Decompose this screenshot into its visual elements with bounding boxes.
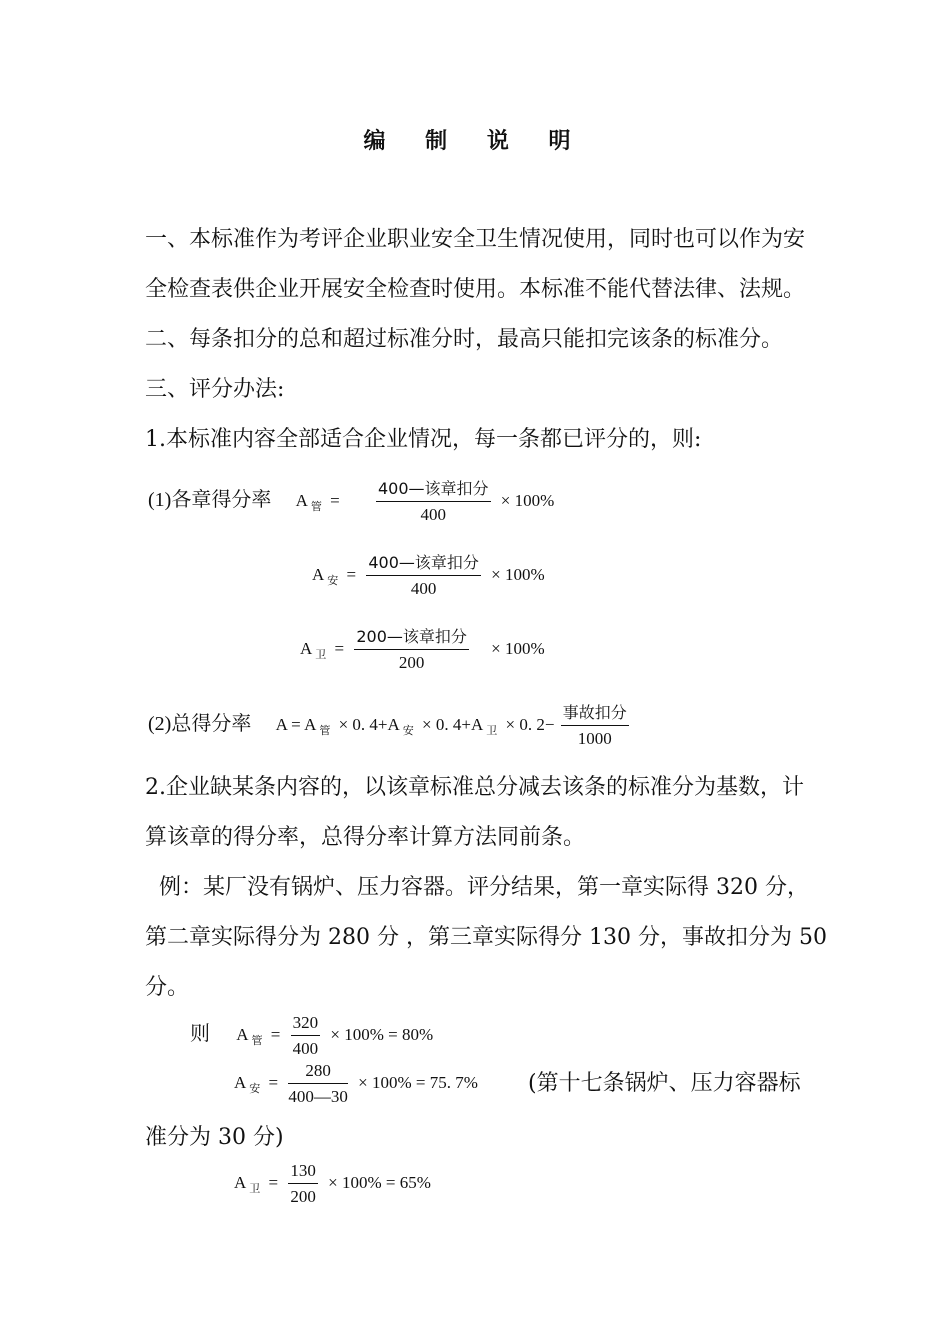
times-100: × 100%	[500, 490, 555, 510]
example-line-3: 分。	[145, 975, 190, 1000]
result-e3: × 100% = 65%	[328, 1172, 431, 1192]
formula-a-an: A $_安$ = $\frac{\text{400—该章扣分}}{400}$ × 100%	[312, 553, 545, 598]
total-rate-label: (2)总得分率	[148, 712, 252, 735]
fraction-guan-denominator: 400	[420, 505, 446, 524]
fraction-an-denominator: 400	[410, 579, 437, 598]
result-e1: × 100% = 80%	[330, 1024, 434, 1044]
page-title: 编 制 说 明	[363, 128, 587, 154]
fraction-e1-numerator: 320	[291, 1012, 321, 1036]
fraction-e2-numerator: 280	[288, 1060, 348, 1084]
fraction-accident	[561, 702, 629, 750]
example-note-cont: 准分为 30 分)	[145, 1125, 284, 1150]
subscript-an: 安	[249, 1082, 261, 1095]
fraction-guan	[376, 478, 491, 526]
fraction-e3	[288, 1160, 318, 1208]
example-a-guan: 则 A $_管$ = $\frac{320}{400}$ × 100% = 80%	[190, 1013, 434, 1058]
example-a-wei: A $_卫$ = $\frac{130}{200}$ × 100% = 65%	[234, 1161, 431, 1206]
subscript-wei: 卫	[315, 648, 327, 661]
chapter-rate-label: (1)各章得分率	[148, 488, 272, 511]
item-2-line-2: 算该章的得分率，总得分率计算方法同前条。	[145, 825, 586, 850]
fraction-e1	[291, 1012, 321, 1060]
item-three-1: 1.本标准内容全部适合企业情况，每一条都已评分的，则:	[145, 427, 702, 452]
example-line-1: 例：某厂没有锅炉、压力容器。评分结果，第一章实际得 320 分，	[145, 875, 809, 900]
subscript-an: 安	[402, 724, 414, 737]
subscript-an: 安	[327, 574, 339, 587]
a-symbol: A	[234, 1172, 247, 1192]
fraction-e3-numerator: 130	[288, 1160, 318, 1184]
a-symbol: A	[236, 1024, 249, 1044]
result-e2: × 100% = 75. 7%	[358, 1072, 478, 1092]
subscript-wei: 卫	[249, 1182, 261, 1195]
a-symbol: A	[300, 638, 313, 658]
fraction-wei	[354, 626, 469, 674]
fraction-e3-denominator: 200	[290, 1187, 316, 1206]
example-line-2: 第二章实际得分为 280 分 ，第三章实际得分 130 分，事故扣分为 50	[145, 925, 827, 950]
item-one-line-1: 一、本标准作为考评企业职业安全卫生情况使用，同时也可以作为安	[145, 227, 806, 252]
fraction-wei-numerator: 200—该章扣分	[354, 626, 469, 650]
fraction-an-numerator: 400—该章扣分	[366, 552, 481, 576]
formula-total: (2)总得分率 A = A $_管$ × 0. 4+A $_安$ × 0. 4+A $_卫$ × 0. 2− $\frac{\text{事故扣分}}{1000}$	[148, 703, 627, 748]
fraction-guan-numerator: 400—该章扣分	[376, 478, 491, 502]
item-2-line-1: 2.企业缺某条内容的，以该章标准总分减去该条的标准分为基数，计	[145, 775, 804, 800]
formula-a-wei: A $_卫$ = $\frac{\text{200—该章扣分}}{200}$ × 100%	[300, 627, 545, 672]
example-note: (第十七条锅炉、压力容器标	[528, 1071, 801, 1096]
fraction-accident-numerator: 事故扣分	[561, 702, 629, 726]
fraction-accident-denominator: 1000	[577, 729, 612, 748]
fraction-e1-denominator: 400	[292, 1039, 319, 1058]
then-label: 则	[190, 1022, 210, 1045]
times-100: × 100%	[491, 564, 545, 584]
fraction-e2	[288, 1060, 348, 1108]
item-two: 二、每条扣分的总和超过标准分时，最高只能扣完该条的标准分。	[145, 327, 784, 352]
fraction-e2-denominator: 400—30	[288, 1087, 348, 1106]
times-100: × 100%	[491, 638, 545, 658]
a-symbol: A	[234, 1072, 247, 1092]
a-symbol: A	[295, 490, 308, 510]
subscript-guan: 管	[310, 500, 322, 513]
example-a-an: A $_安$ = $\frac{280}{400—30}$ × 100% = 75. 7%	[234, 1061, 478, 1106]
fraction-an	[366, 552, 481, 600]
subscript-wei: 卫	[486, 724, 498, 737]
fraction-wei-denominator: 200	[398, 653, 425, 672]
item-one-line-2: 全检查表供企业开展安全检查时使用。本标准不能代替法律、法规。	[145, 277, 806, 302]
subscript-guan: 管	[251, 1034, 263, 1047]
item-three: 三、评分办法:	[145, 377, 285, 402]
a-symbol: A	[312, 564, 325, 584]
formula-a-guan: (1)各章得分率 A $_管$ = $\frac{\text{400—该章扣分}}{400}$ × 100%	[148, 479, 555, 524]
subscript-guan: 管	[319, 724, 331, 737]
